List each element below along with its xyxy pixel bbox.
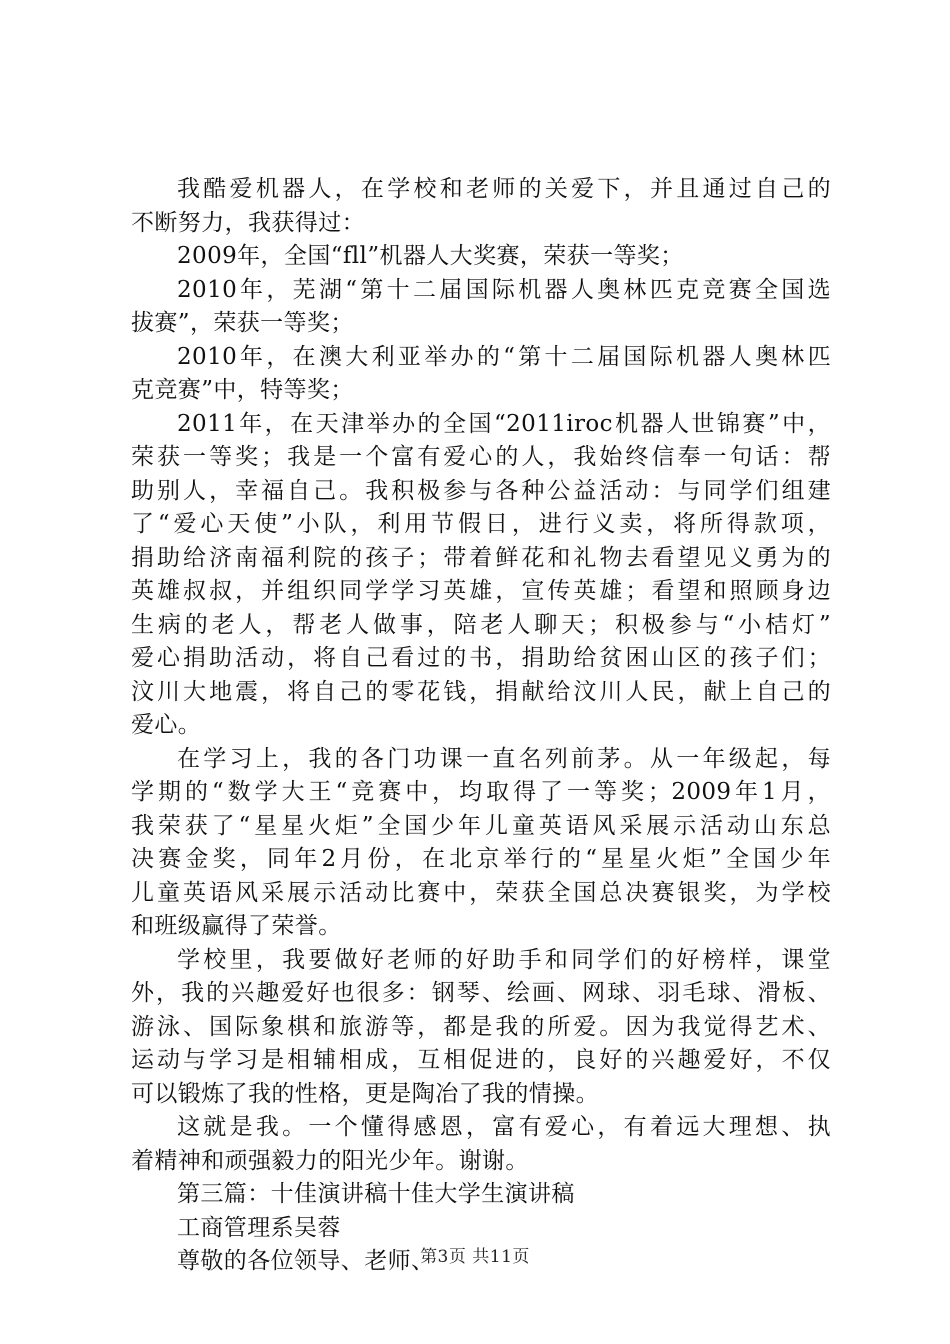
text-line: 我酷爱机器人，在学校和老师的关爱下，并且通过自己的 <box>177 176 831 202</box>
text-line: 2010年，在澳大利亚举办的“第十二届国际机器人奥林匹 <box>177 343 831 370</box>
text-line: 儿童英语风采展示活动比赛中，荣获全国总决赛银奖，为学校 <box>131 879 831 906</box>
text-line: 学校里，我要做好老师的好助手和同学们的好榜样，课堂 <box>177 946 831 973</box>
text-line: 荣获一等奖；我是一个富有爱心的人，我始终信奉一句话：帮 <box>131 444 831 470</box>
text-line: 爱心。 <box>131 712 202 738</box>
text-line: 2009年，全国“fll”机器人大奖赛，荣获一等奖； <box>177 243 684 269</box>
text-line: 克竞赛”中，特等奖； <box>131 377 354 403</box>
text-line: 这就是我。一个懂得感恩，富有爱心，有着远大理想、执 <box>177 1114 831 1140</box>
text-line: 捐助给济南福利院的孩子；带着鲜花和礼物去看望见义勇为的 <box>131 544 831 571</box>
text-line: 第三篇：十佳演讲稿十佳大学生演讲稿 <box>177 1181 575 1207</box>
text-line: 拔赛”，荣获一等奖； <box>131 310 354 336</box>
document-body <box>131 173 831 1279</box>
text-line: 2011年，在天津举办的全国“2011iroc机器人世锦赛”中， <box>177 410 831 437</box>
text-line: 我荣获了“星星火炬”全国少年儿童英语风采展示活动山东总 <box>131 812 831 839</box>
text-line: 爱心捐助活动，将自己看过的书，捐助给贫困山区的孩子们； <box>131 645 831 671</box>
text-line: 运动与学习是相辅相成，互相促进的，良好的兴趣爱好，不仅 <box>131 1047 831 1073</box>
text-line: 英雄叔叔，并组织同学学习英雄，宣传英雄；看望和照顾身边 <box>131 578 831 604</box>
text-line: 游泳、国际象棋和旅游等，都是我的所爱。因为我觉得艺术、 <box>131 1013 831 1040</box>
text-line: 决赛金奖，同年2月份，在北京举行的“星星火炬”全国少年 <box>131 846 831 872</box>
text-line: 了“爱心天使”小队，利用节假日，进行义卖，将所得款项， <box>131 511 831 537</box>
text-line: 尊敬的各位领导、老师、 <box>177 1248 435 1274</box>
text-line: 汶川大地震，将自己的零花钱，捐献给汶川人民，献上自己的 <box>131 678 831 705</box>
text-line: 工商管理系吴蓉 <box>177 1214 341 1241</box>
text-line: 助别人，幸福自己。我积极参与各种公益活动：与同学们组建 <box>131 477 831 504</box>
text-line: 2010年，芜湖“第十二届国际机器人奥林匹克竞赛全国选 <box>177 276 831 303</box>
text-line: 学期的“数学大王“竞赛中，均取得了一等奖；2009年1月， <box>131 779 831 805</box>
text-line: 和班级赢得了荣誉。 <box>131 913 342 939</box>
text-line: 外，我的兴趣爱好也很多：钢琴、绘画、网球、羽毛球、滑板、 <box>131 980 831 1006</box>
text-line: 着精神和顽强毅力的阳光少年。谢谢。 <box>131 1147 529 1174</box>
text-line: 在学习上，我的各门功课一直名列前茅。从一年级起，每 <box>177 745 831 772</box>
text-line: 生病的老人，帮老人做事，陪老人聊天；积极参与“小桔灯” <box>131 611 831 638</box>
text-line: 不断努力，我获得过： <box>131 209 365 236</box>
page-footer: 第3页 共11页 <box>420 1247 530 1267</box>
text-line: 可以锻炼了我的性格，更是陶冶了我的情操。 <box>131 1080 599 1107</box>
